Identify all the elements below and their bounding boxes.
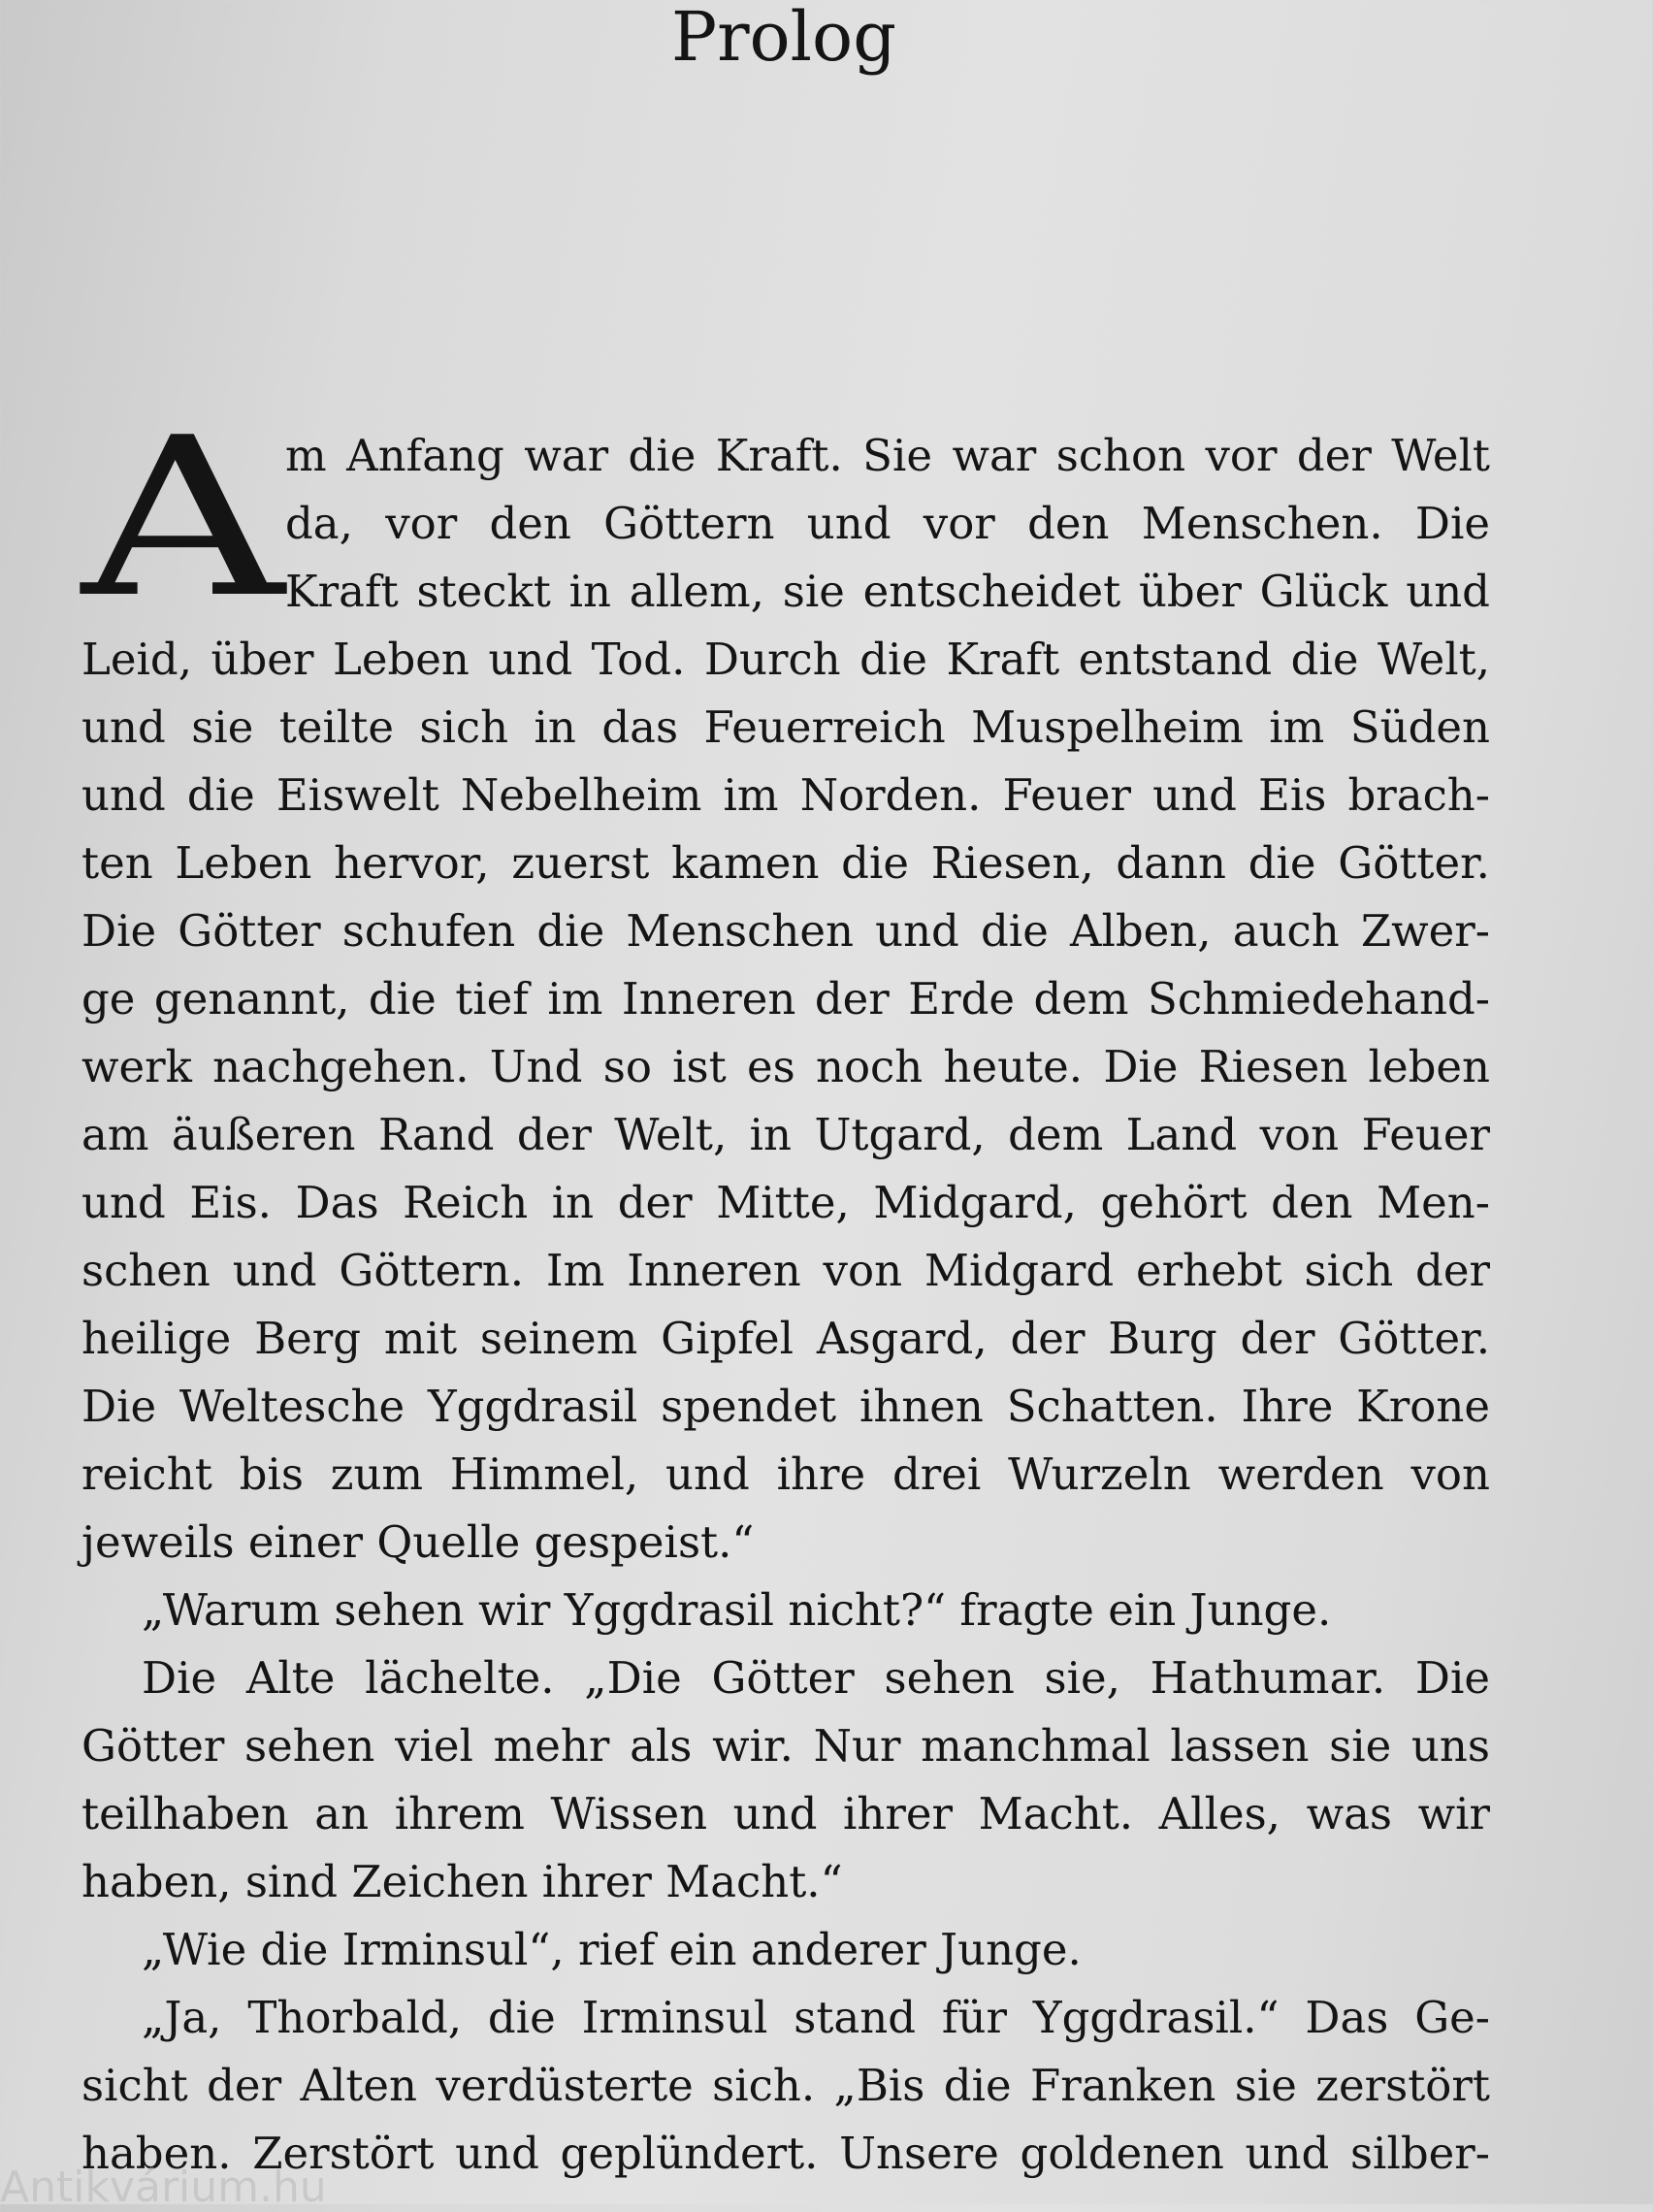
text-line: Kraft steckt in allem, sie entscheidet über Glück und [285,566,1490,617]
text-line: am äußeren Rand der Welt, in Utgard, dem Land von Feuer [81,1109,1490,1160]
text-line: Götter sehen viel mehr als wir. Nur manchmal lassen sie uns [81,1720,1490,1772]
text-line: „Ja, Thorbald, die Irminsul stand für Yggdrasil.“ Das Ge- [142,1992,1490,2043]
text-line: ten Leben hervor, zuerst kamen die Riesen, dann die Götter. [81,837,1490,889]
text-line: reicht bis zum Himmel, und ihre drei Wurzeln werden von [81,1448,1490,1500]
text-line: und Eis. Das Reich in der Mitte, Midgard, gehört den Men- [81,1177,1490,1228]
text-line: sicht der Alten verdüsterte sich. „Bis die Franken sie zerstört [81,2060,1490,2111]
text-line: ge genannt, die tief im Inneren der Erde dem Schmiedehand- [81,973,1490,1025]
body-text [81,391,1490,2188]
text-line: und die Eiswelt Nebelheim im Norden. Feuer und Eis brach- [81,769,1490,821]
chapter-title: Prolog [670,0,897,77]
text-line: Die Alte lächelte. „Die Götter sehen sie, Hathumar. Die [142,1652,1490,1704]
text-line: „Warum sehen wir Yggdrasil nicht?“ fragte ein Junge. [142,1584,1332,1636]
text-line: haben, sind Zeichen ihrer Macht.“ [81,1856,843,1907]
text-line: und sie teilte sich in das Feuerreich Muspelheim im Süden [81,701,1490,753]
text-line: „Wie die Irminsul“, rief ein anderer Junge. [142,1924,1082,1975]
text-line: werk nachgehen. Und so ist es noch heute. Die Riesen leben [81,1041,1490,1092]
text-line: schen und Göttern. Im Inneren von Midgard erhebt sich der [81,1245,1490,1296]
watermark: Antikvárium.hu [0,2163,327,2212]
text-line: Die Götter schufen die Menschen und die Alben, auch Zwer- [81,905,1490,957]
text-line: Leid, über Leben und Tod. Durch die Kraft entstand die Welt, [81,634,1490,685]
text-line: m Anfang war die Kraft. Sie war schon vor der Welt [285,430,1490,481]
text-line: teilhaben an ihrem Wissen und ihrer Macht. Alles, was wir [81,1788,1490,1839]
text-line: haben. Zerstört und geplündert. Unsere goldenen und silber- [81,2128,1490,2179]
text-line: Die Weltesche Yggdrasil spendet ihnen Schatten. Ihre Krone [81,1381,1490,1432]
text-line: da, vor den Göttern und vor den Menschen. Die [285,498,1490,549]
text-line: heilige Berg mit seinem Gipfel Asgard, der Burg der Götter. [81,1313,1490,1364]
text-line: jeweils einer Quelle gespeist.“ [81,1516,755,1568]
drop-cap: A [81,391,284,646]
